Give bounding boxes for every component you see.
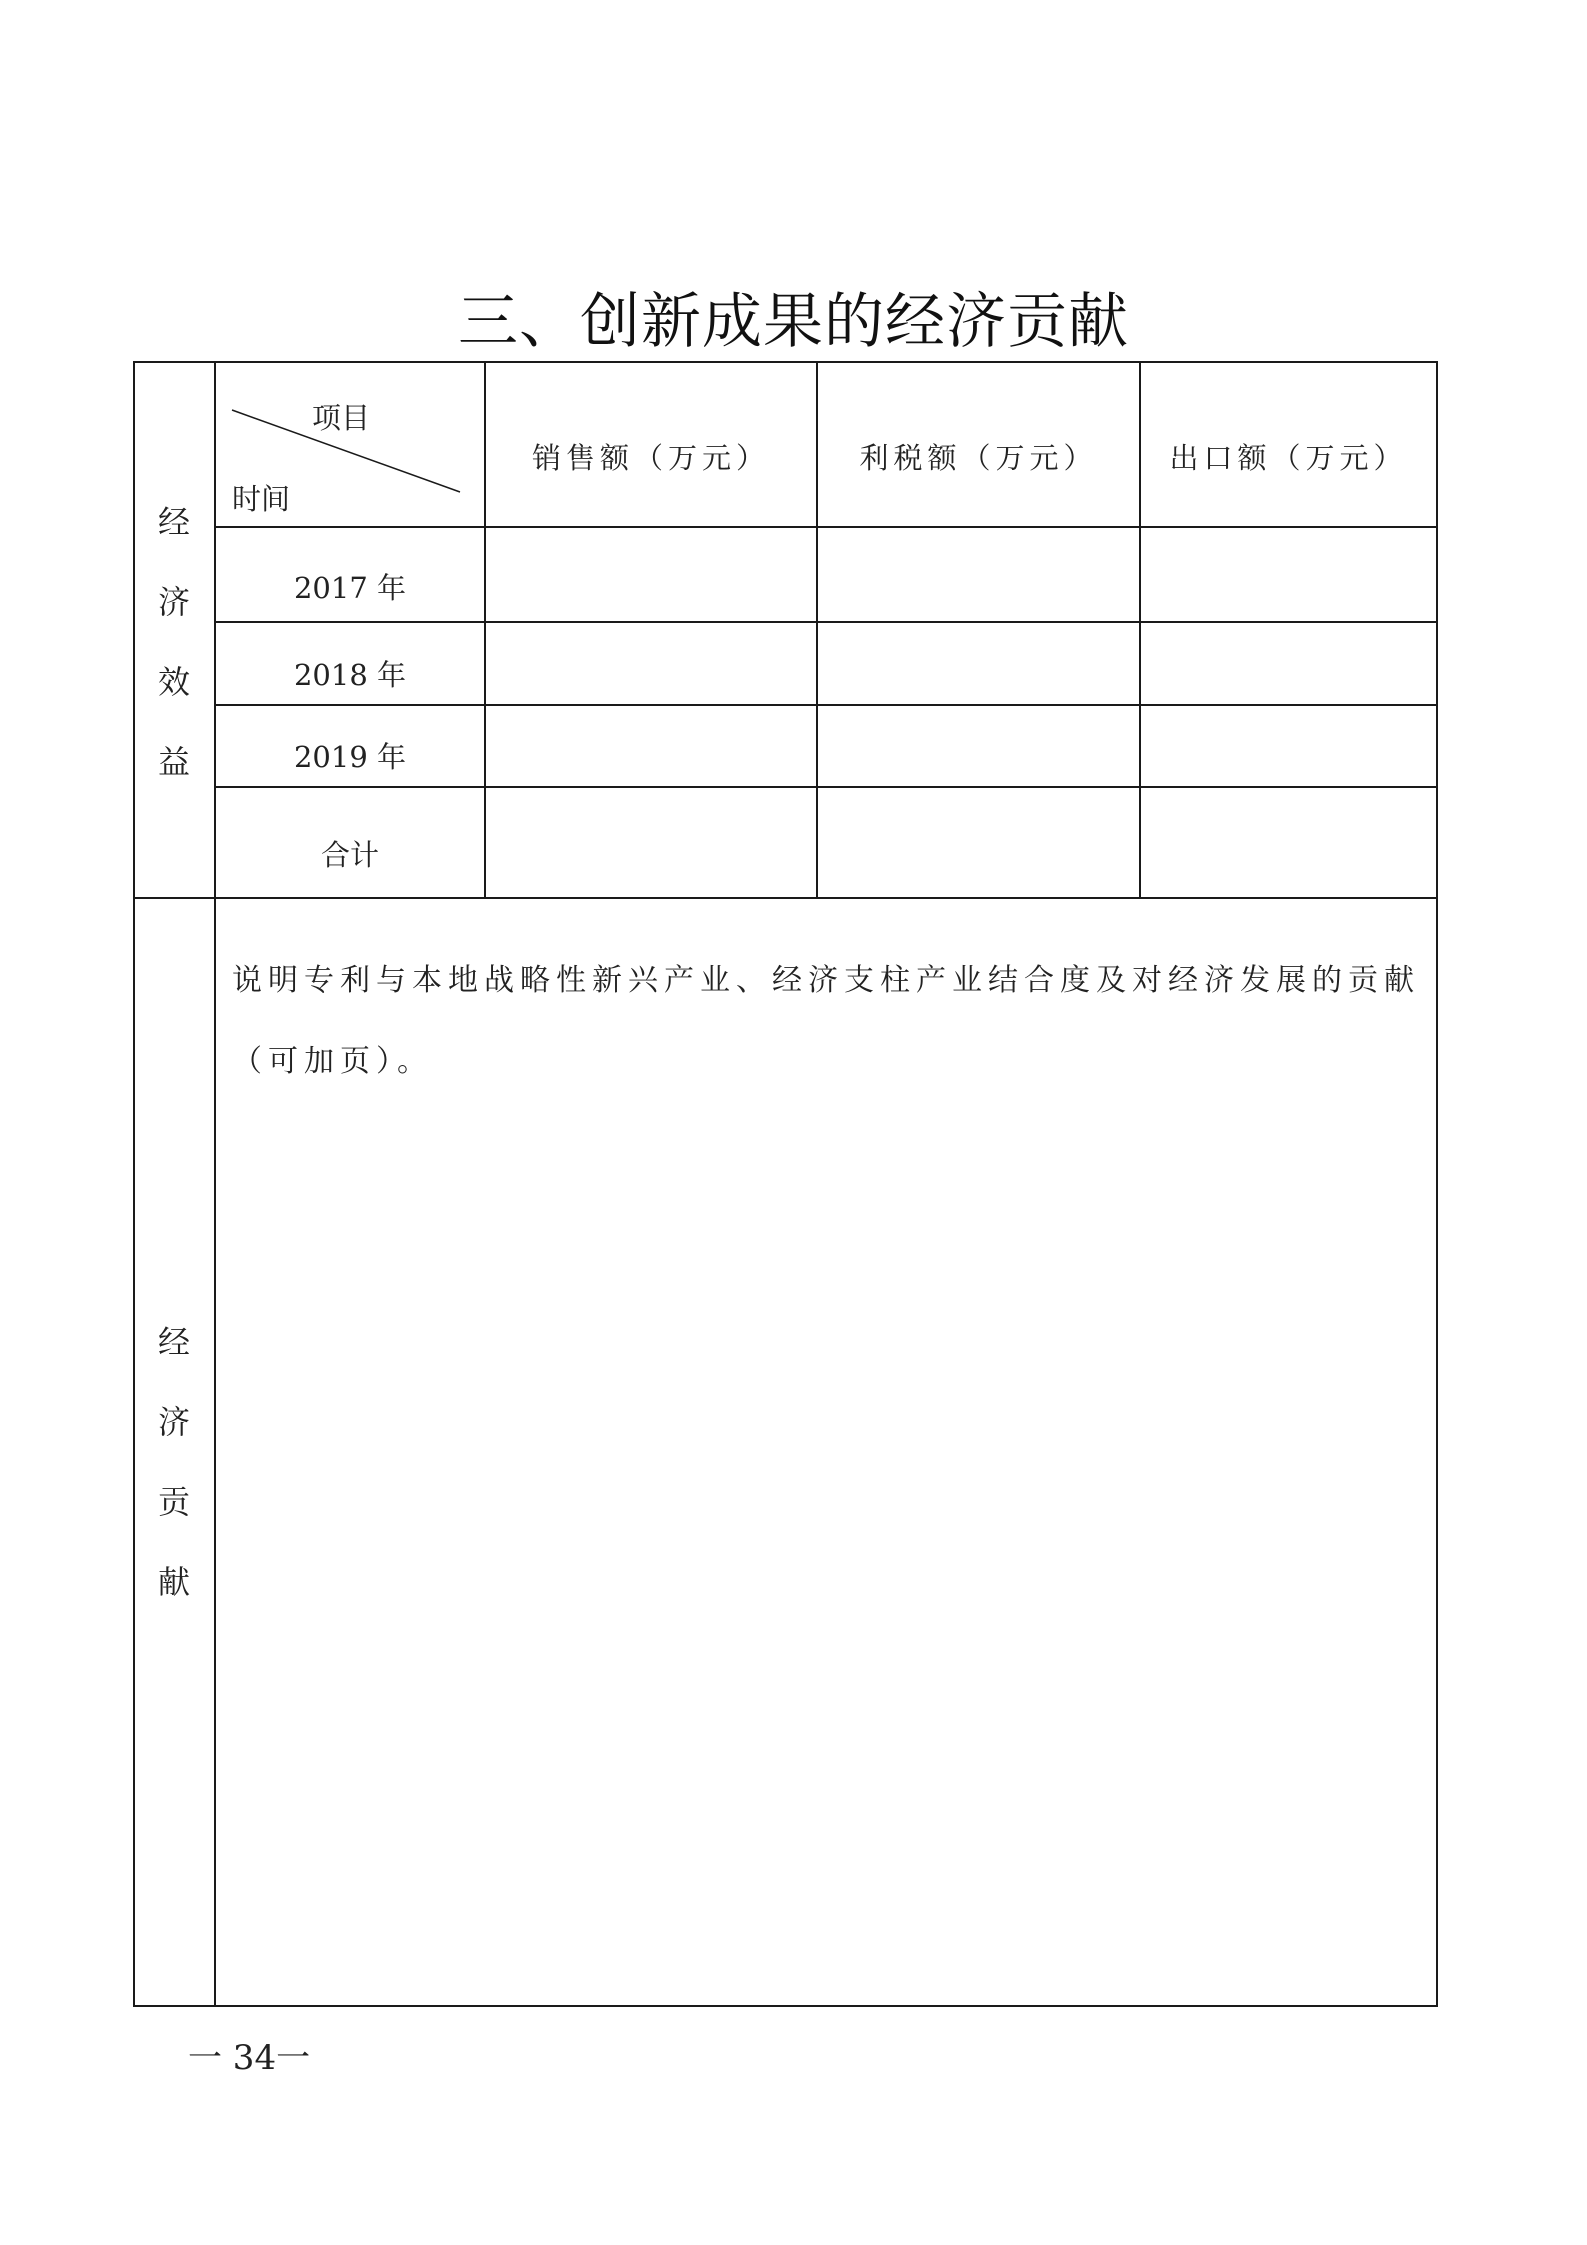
contribution-instruction: 说明专利与本地战略性新兴产业、经济支柱产业结合度及对经济发展的贡献（可加页）。 [232,963,1420,1079]
row-label-2018: 2018 年 [293,658,407,692]
table-cell[interactable] [1141,623,1436,704]
table-cell[interactable] [818,623,1139,704]
table-cell[interactable] [1141,788,1436,897]
row-label-2017: 2017 年 [293,571,407,605]
row-label-total: 合计 [320,838,379,872]
table-cell[interactable] [486,623,816,704]
contribution-text-area[interactable] [216,1100,1436,2005]
table-cell[interactable] [486,706,816,786]
section-label-economic-benefit: 经济效益 [157,503,190,781]
table-cell[interactable] [1141,528,1436,621]
page-title: 三、创新成果的经济贡献 [458,287,1129,357]
section-label-economic-contribution: 经济贡献 [157,1323,190,1601]
column-header-export: 出口额（万元） [1169,441,1408,475]
row-label-2019: 2019 年 [293,740,407,774]
table-cell[interactable] [486,788,816,897]
page-number: 一 34一 [188,2038,311,2078]
table-cell[interactable] [818,788,1139,897]
diagonal-header-item: 项目 [312,401,371,435]
column-header-sales: 销售额（万元） [531,441,770,475]
table-cell[interactable] [818,706,1139,786]
table-cell[interactable] [486,528,816,621]
table-cell[interactable] [818,528,1139,621]
diagonal-header-time: 时间 [232,482,291,516]
table-cell[interactable] [1141,706,1436,786]
column-header-profit-tax: 利税额（万元） [859,441,1098,475]
